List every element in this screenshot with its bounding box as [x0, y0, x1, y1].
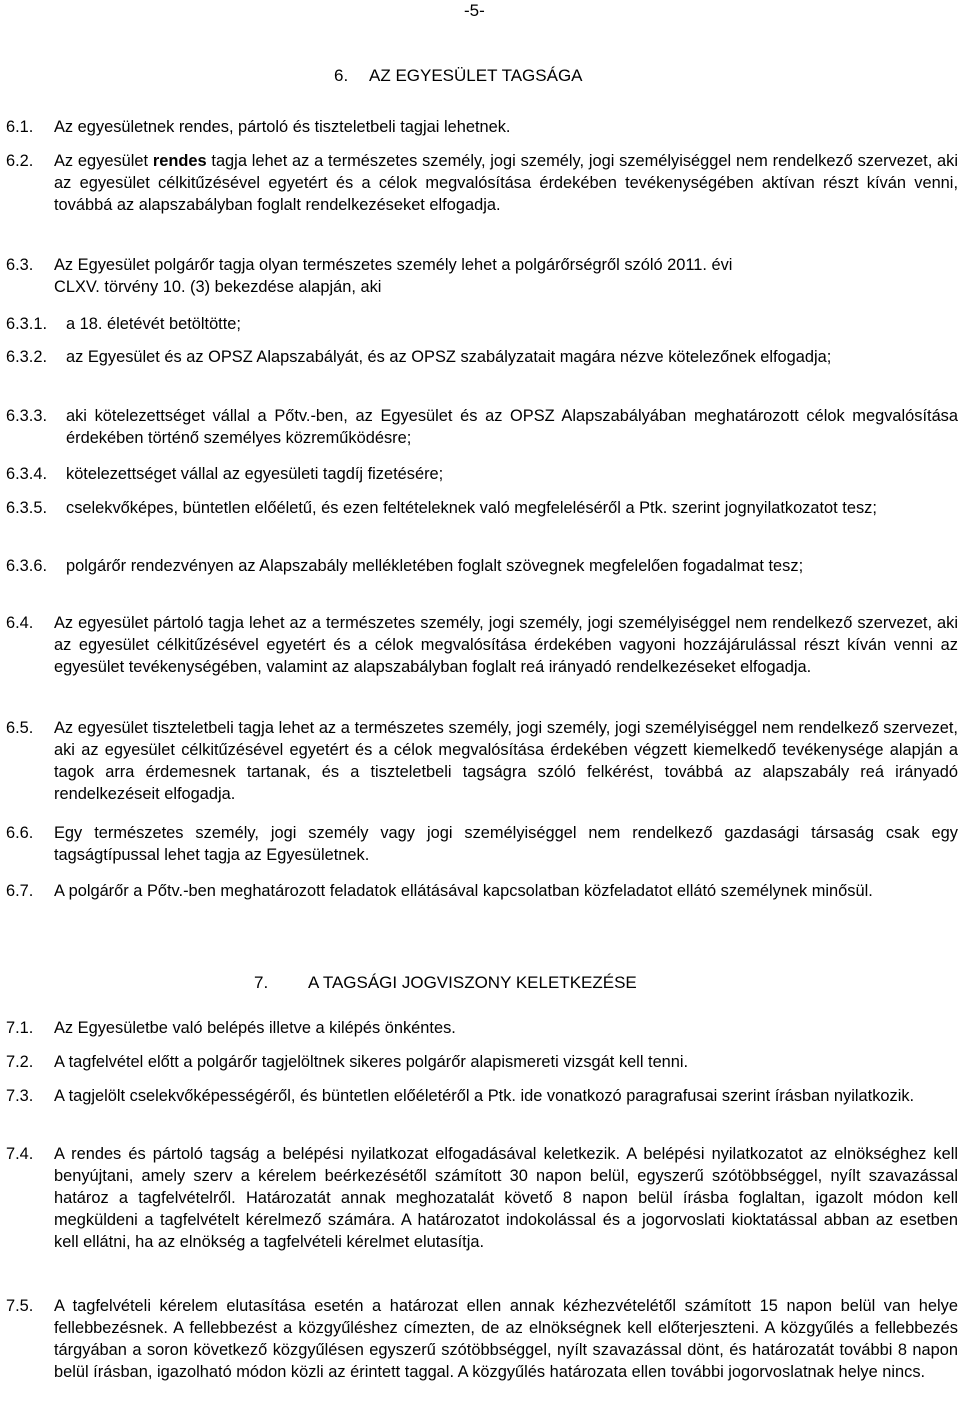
paragraph-text: Az egyesület tiszteletbeli tagja lehet az a természetes személy, jogi személy, jogi személyiséggel nem rendelkező szervezet, aki az egyesület célkitűzésével egyetért és a célok megvalósítása érdekében végzett kiemelkedő tevékenysége alapján a tagok arra érdemesnek tartanak, és a tiszteletbeli tagságra szóló felkérést, továbbá az alapszabály reá irányadó rendelkezéseit elfogadja. — [54, 719, 958, 803]
paragraph-text: A tagjelölt cselekvőképességéről, és büntetlen előéletéről a Ptk. ide vonatkozó paragrafusai szerint írásban nyilatkozik. — [54, 1087, 915, 1105]
section-6-heading-title: AZ EGYESÜLET TAGSÁGA — [369, 66, 583, 85]
sub-item-number: 6.3.4. — [6, 465, 48, 483]
paragraph-text-line-1: Az Egyesület polgárőr tagja olyan természetes személy lehet a polgárőrségről szóló 2011. évi — [54, 256, 733, 274]
paragraph-text-line-2: CLXV. törvény 10. (3) bekezdése alapján, aki — [54, 278, 382, 296]
sub-item-text: az Egyesület és az OPSZ Alapszabályát, és az OPSZ szabályzatait magára nézve kötelezőnek elfogadja; — [66, 348, 832, 366]
sub-item-number: 6.3.5. — [6, 499, 48, 517]
paragraph-number: 6.5. — [6, 719, 34, 737]
section-7-heading-number: 7. — [254, 973, 269, 992]
paragraph-text-pre: Az egyesület — [54, 152, 153, 170]
sub-item-text: cselekvőképes, büntetlen előéletű, és ezen feltételeknek való megfeleléséről a Ptk. szerint jognyilatkozatot tesz; — [66, 499, 877, 517]
paragraph-number: 6.3. — [6, 256, 34, 274]
paragraph-text: Az Egyesületbe való belépés illetve a kilépés önkéntes. — [54, 1019, 456, 1037]
paragraph-text-bold: rendes — [152, 152, 207, 170]
paragraph-number: 6.2. — [6, 152, 34, 170]
paragraph-text: Egy természetes személy, jogi személy vagy jogi személyiséggel nem rendelkező gazdasági társaság csak egy tagságtípussal lehet tagja az Egyesületnek. — [54, 824, 958, 864]
sub-item-number: 6.3.2. — [6, 348, 48, 366]
paragraph-text: A tagfelvétel előtt a polgárőr tagjelöltnek sikeres polgárőr alapismereti vizsgát kell tenni. — [54, 1053, 689, 1071]
sub-item-text: kötelezettséget vállal az egyesületi tagdíj fizetésére; — [66, 465, 444, 483]
sub-item-number: 6.3.3. — [6, 407, 48, 425]
paragraph-number: 6.4. — [6, 614, 34, 632]
page-number: -5- — [464, 1, 485, 20]
paragraph-number: 7.4. — [6, 1145, 34, 1163]
paragraph-text-post: tagja lehet az a természetes személy, jogi személy, jogi személyiséggel nem rendelkező szervezet, aki az egyesület célkitűzésével egyetért és a célok megvalósítása érdekében tevékenységében aktívan részt kíván venni, továbbá az alapszabályban foglalt rendelkezéseket elfogadja. — [54, 152, 958, 214]
sub-item-text: aki kötelezettséget vállal a Pőtv.-ben, az Egyesület és az OPSZ Alapszabályában meghatározott célok megvalósítása érdekében történő személyes közreműködésre; — [66, 407, 958, 447]
paragraph-number: 6.7. — [6, 882, 34, 900]
paragraph-text: A rendes és pártoló tagság a belépési nyilatkozat elfogadásával keletkezik. A belépési nyilatkozatot az elnökséghez kell benyújtani, amely szerv a kérelem beérkezésétől számított 30 napon belül, egyszerű szótöbbséggel, nyílt szavazással határoz a tagfelvételről. Határozatát annak meghozatalát követő 8 napon belül írásba foglaltan, igazolt módon kell megküldeni a tagfelvételt kérelmező számára. A határozatot indokolással és a jogorvoslati kioktatással abban az esetben kell ellátni, ha az elnökség a tagfelvételi kérelmet elutasítja. — [54, 1145, 958, 1251]
paragraph-text: Az egyesület pártoló tagja lehet az a természetes személy, jogi személy, jogi személyiséggel nem rendelkező szervezet, aki az egyesület célkitűzésével egyetért és a célok megvalósítása érdekében vagyoni hozzájárulással részt kíván venni az egyesület tevékenységében, valamint az alapszabályban foglalt reá irányadó rendelkezéseket elfogadja. — [54, 614, 958, 676]
sub-item-number: 6.3.6. — [6, 557, 48, 575]
paragraph-text: Az egyesületnek rendes, pártoló és tiszteletbeli tagjai lehetnek. — [54, 118, 511, 136]
paragraph-text: A polgárőr a Pőtv.-ben meghatározott feladatok ellátásával kapcsolatban közfeladatot ellátó személynek minősül. — [54, 882, 873, 900]
paragraph-number: 7.5. — [6, 1297, 34, 1315]
section-7-heading-title: A TAGSÁGI JOGVISZONY KELETKEZÉSE — [308, 973, 637, 992]
paragraph-number: 7.2. — [6, 1053, 34, 1071]
paragraph-number: 6.1. — [6, 118, 34, 136]
section-6-heading-number: 6. — [334, 66, 349, 85]
paragraph-number: 7.3. — [6, 1087, 34, 1105]
paragraph-number: 7.1. — [6, 1019, 34, 1037]
sub-item-number: 6.3.1. — [6, 315, 48, 333]
paragraph-text: A tagfelvételi kérelem elutasítása esetén a határozat ellen annak kézhezvételétől számított 15 napon belül van helye fellebbezésnek. A fellebbezést a közgyűléshez címezten, de az elnökségnek kell előterjeszteni. A közgyűlés a fellebbezés tárgyában a soron következő közgyűlésen egyszerű szótöbbséggel, nyílt szavazással dönt, és határozatát további 8 napon belül írásban, igazolható módon közli az érintett taggal. A közgyűlés határozata ellen további jogorvoslatnak helye nincs. — [54, 1297, 958, 1381]
paragraph-number: 6.6. — [6, 824, 34, 842]
sub-item-text: a 18. életévét betöltötte; — [66, 315, 241, 333]
sub-item-text: polgárőr rendezvényen az Alapszabály mellékletében foglalt szövegnek megfelelően fogadalmat tesz; — [66, 557, 804, 575]
paragraph-text — [54, 150, 958, 216]
